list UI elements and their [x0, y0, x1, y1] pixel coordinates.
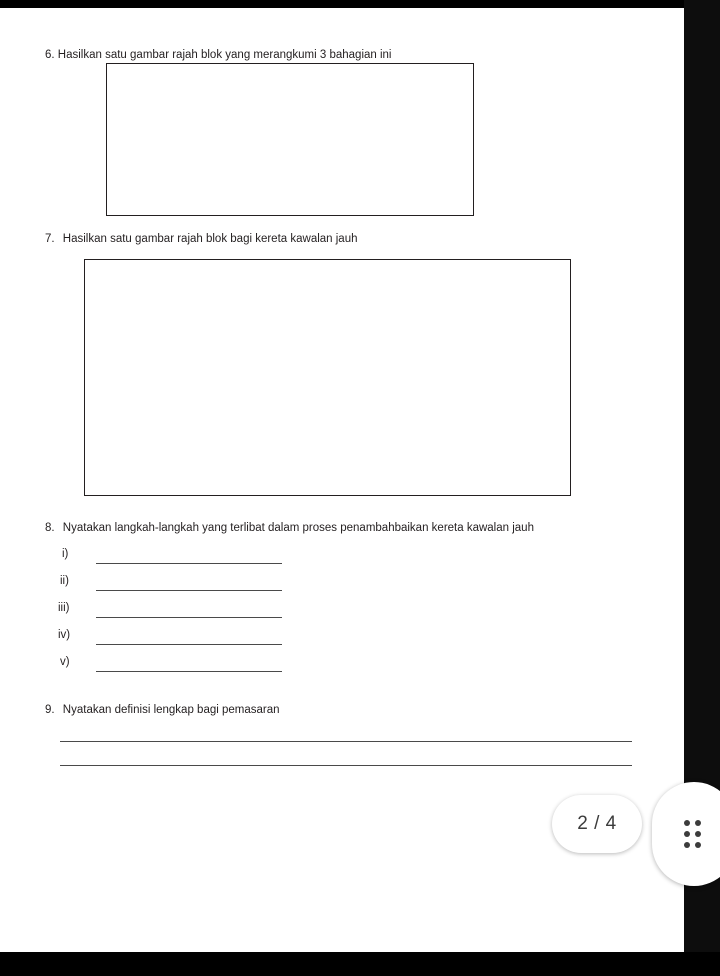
question-8-sub-label-ii: ii) — [60, 575, 69, 587]
page-indicator[interactable]: 2 / 4 — [552, 795, 642, 853]
question-8-sub-label-i: i) — [62, 548, 69, 560]
question-8-answer-line-i[interactable] — [96, 563, 282, 564]
question-9-text: Nyatakan definisi lengkap bagi pemasaran — [62, 704, 280, 716]
question-8-sub-label-v: v) — [60, 656, 70, 668]
question-8-sub-label-iv: iv) — [58, 629, 71, 641]
viewer-bottom-bar — [0, 952, 720, 976]
question-9-number: 9. — [45, 704, 55, 716]
grid-view-handle[interactable] — [652, 782, 720, 886]
question-6-text: Hasilkan satu gambar rajah blok yang merangkumi 3 bahagian ini — [57, 49, 392, 61]
question-7 — [45, 232, 358, 248]
question-8-text: Nyatakan langkah-langkah yang terlibat dalam proses penambahbaikan kereta kawalan jauh — [62, 522, 534, 534]
question-8-answer-line-v[interactable] — [96, 671, 282, 672]
grid-dots-icon — [684, 820, 702, 849]
question-8-answer-line-iv[interactable] — [96, 644, 282, 645]
question-9-answer-line-2[interactable] — [60, 765, 632, 766]
question-9-answer-line-1[interactable] — [60, 741, 632, 742]
question-7-text: Hasilkan satu gambar rajah blok bagi kereta kawalan jauh — [62, 233, 358, 245]
question-7-number: 7. — [45, 233, 55, 245]
question-8-number: 8. — [45, 522, 55, 534]
question-6 — [45, 48, 392, 64]
answer-box-question-7[interactable] — [84, 259, 571, 496]
question-8-answer-line-iii[interactable] — [96, 617, 282, 618]
question-9 — [45, 703, 280, 719]
answer-box-question-6[interactable] — [106, 63, 474, 216]
viewer-top-bar — [0, 0, 720, 8]
question-6-number: 6. — [45, 49, 55, 61]
question-8-sub-label-iii: iii) — [58, 602, 70, 614]
question-8 — [45, 521, 534, 537]
question-8-answer-line-ii[interactable] — [96, 590, 282, 591]
